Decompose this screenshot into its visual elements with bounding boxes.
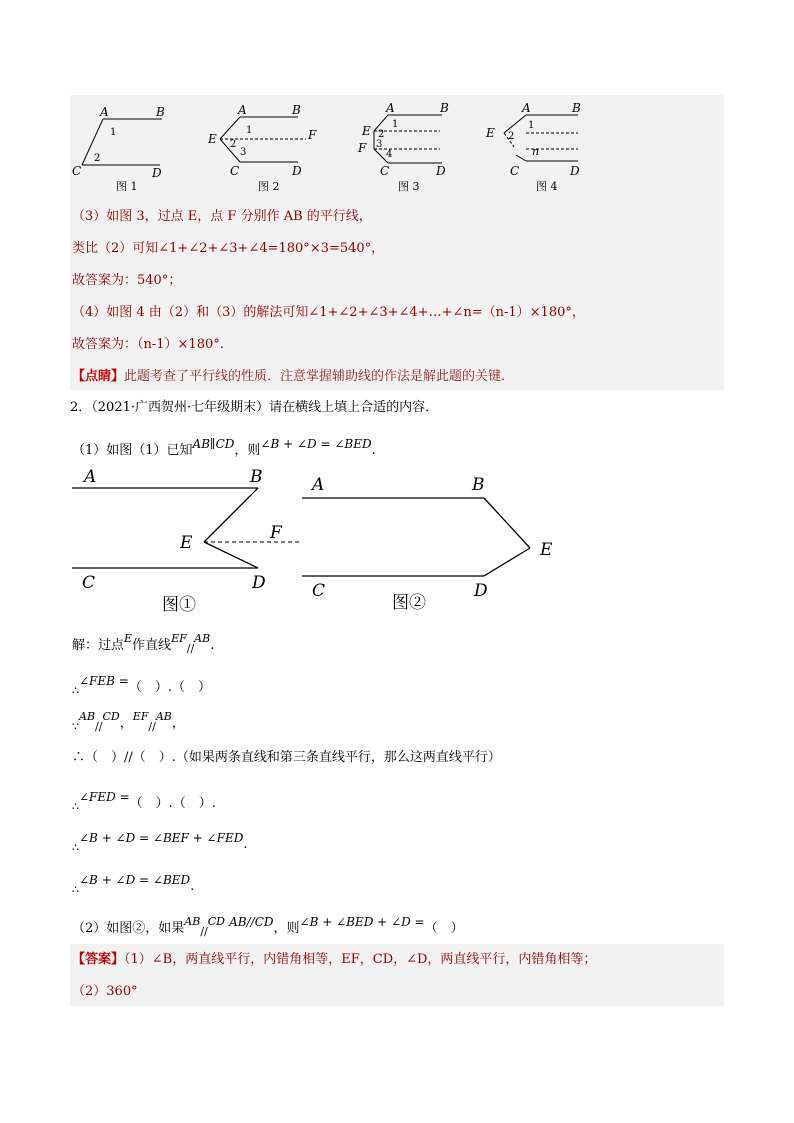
therefore-symbol: ∴ [72, 684, 79, 697]
fig3-label-B: B [440, 101, 449, 115]
step7-expr: ∠B + ∠D = ∠BED [79, 873, 191, 887]
solution-step-7 [72, 873, 195, 897]
step6-end: . [243, 837, 248, 852]
fig3-label-D: D [436, 164, 446, 178]
fig4-caption: 图 4 [536, 180, 558, 193]
fig1-label-A: A [100, 105, 109, 119]
prev-solution-line-3: （3）如图 3，过点 E，点 F 分别作 AB 的平行线， [72, 209, 372, 224]
part2-AB: AB [184, 915, 201, 928]
answer-tag: 【答案】 [72, 952, 125, 967]
part1-mid: ，则 [234, 443, 261, 458]
fig1-angle-2: 2 [94, 153, 101, 164]
fig3-label-C: C [380, 164, 390, 178]
part1-statement [72, 437, 376, 461]
answer-line-2: （2）360° [72, 984, 138, 999]
part2-parallel: // [200, 925, 208, 938]
figc1-label-F: F [270, 523, 282, 543]
question-header: 2．（2021·广西贺州·七年级期末）请在横线上填上合适的内容． [70, 400, 439, 415]
fig3-label-A: A [386, 101, 395, 115]
dianjing-text: 此题考查了平行线的性质．注意掌握辅助线的作法是解此题的关键． [124, 369, 515, 384]
fig3-caption: 图 3 [398, 180, 420, 193]
figc2-label-B: B [472, 475, 485, 495]
step3-sep: ， [119, 716, 133, 731]
step6-expr: ∠B + ∠D = ∠BEF + ∠FED [79, 831, 244, 845]
solution-step-1 [72, 632, 215, 656]
fig2-label-D: D [292, 164, 302, 178]
prev-solution-line-4: （4）如图 4 由（2）和（3）的解法可知∠1+∠2+∠3+∠4+…+∠n=（n-1）×180°， [72, 305, 585, 320]
fig2-caption: 图 2 [258, 180, 280, 193]
answer-line-1 [72, 950, 596, 970]
fig3-label-F: F [358, 141, 367, 155]
answer-part1: （1）∠B，两直线平行，内错角相等，EF，CD，∠D，两直线平行，内错角相等； [124, 952, 597, 967]
fig4-label-C: C [510, 164, 520, 178]
step2-expr: ∠FEB = [79, 674, 129, 688]
part1-end: . [371, 443, 376, 458]
figc2-label-C: C [312, 581, 326, 601]
figc1-label-D: D [252, 573, 266, 593]
figc2-label-D: D [474, 581, 488, 601]
fig3-angle-4: 4 [386, 149, 393, 160]
fig3-angle-3: 3 [376, 139, 383, 150]
fig4-angle-n: n [532, 145, 540, 158]
because-symbol: ∵ [72, 720, 79, 733]
step1-end: . [210, 638, 215, 653]
step1-mid: 作直线 [132, 638, 172, 653]
step3-CD: CD [102, 710, 120, 723]
figc1-label-B: B [250, 467, 263, 487]
big-figures [70, 462, 570, 622]
therefore-symbol: ∴ [72, 841, 79, 854]
figc1-label-C: C [82, 573, 96, 593]
figc2-label-E: E [540, 540, 553, 560]
fig1-angle-1: 1 [110, 127, 117, 138]
part1-pre: （1）如图（1）已知 [72, 443, 193, 458]
part2-CD: CD [207, 915, 225, 928]
part1-formula: ∠B + ∠D = ∠BED [260, 437, 372, 451]
fig2-angle-3: 3 [240, 147, 247, 158]
step3-end: ， [171, 716, 185, 731]
step7-end: . [190, 879, 195, 894]
step2-blanks: （ ）.（ ） [128, 680, 211, 695]
figc2-label-A: A [312, 475, 325, 495]
step1-EF: EF [171, 632, 187, 645]
fig3-label-E: E [362, 124, 371, 138]
solution-step-5 [72, 790, 216, 814]
dianjing-line [72, 367, 514, 387]
step3-EF: EF [132, 710, 149, 723]
fig4-label-D: D [570, 164, 580, 178]
figc1-caption: 图① [162, 595, 196, 615]
solution-step-4: ∴（ ）//（ ）.（如果两条直线和第三条直线平行，那么这两直线平行） [72, 750, 501, 765]
step3-parallel-1: // [95, 720, 103, 733]
step1-parallel: // [186, 642, 195, 655]
step5-expr: ∠FED = [79, 790, 130, 804]
part2-pre: （2）如图②，如果 [72, 921, 185, 936]
figure-4 [504, 115, 578, 161]
fig2-label-A: A [238, 103, 247, 117]
fig1-caption: 图 1 [116, 180, 138, 193]
figc1-label-A: A [84, 467, 97, 487]
step5-blanks: （ ）.（ ）. [129, 796, 216, 811]
part2-blank: （ ） [424, 921, 464, 936]
part2-formula: ∠B + ∠BED + ∠D = [299, 915, 425, 929]
step1-point-E: E [124, 632, 133, 645]
prev-solution-answer-n: 故答案为：（n-1）×180°. [72, 337, 224, 352]
step1-pre: 解：过点 [72, 638, 125, 653]
prev-solution-answer-540: 故答案为：540°； [72, 273, 182, 288]
solution-step-2 [72, 674, 211, 698]
figure-circled-2 [302, 498, 530, 576]
figure-circled-1 [72, 488, 302, 568]
figc1-label-E: E [180, 533, 193, 553]
therefore-symbol: ∴ [72, 800, 79, 813]
fig2-label-B: B [292, 103, 301, 117]
step1-AB: AB [194, 632, 211, 645]
therefore-symbol: ∴ [72, 883, 79, 896]
part2-statement [72, 915, 464, 939]
step3-AB: AB [79, 710, 96, 723]
prev-solution-line-analogy: 类比（2）可知∠1+∠2+∠3+∠4=180°×3=540°， [72, 241, 385, 256]
fig1-label-B: B [156, 105, 165, 119]
fig1-label-C: C [72, 164, 82, 178]
fig4-label-B: B [572, 101, 581, 115]
step3-AB-2: AB [155, 710, 172, 723]
top-figures [70, 97, 590, 195]
fig1-label-D: D [152, 166, 162, 180]
fig2-angle-1: 1 [246, 125, 253, 136]
fig4-label-A: A [522, 101, 531, 115]
fig2-angle-2: 2 [230, 139, 237, 150]
solution-step-3 [72, 710, 185, 734]
fig4-label-E: E [486, 126, 495, 140]
fig2-label-C: C [230, 164, 240, 178]
part2-condition: AB//CD [229, 915, 274, 929]
part1-condition: AB∥CD [192, 437, 235, 451]
fig2-label-F: F [308, 128, 317, 142]
figc2-caption: 图② [392, 593, 426, 613]
step3-parallel-2: // [148, 720, 156, 733]
solution-step-6 [72, 831, 248, 855]
fig3-angle-1: 1 [392, 119, 399, 130]
fig4-angle-1: 1 [528, 120, 535, 131]
fig3-angle-2: 2 [378, 129, 385, 140]
dianjing-tag: 【点睛】 [72, 369, 125, 384]
fig4-angle-2: 2 [508, 131, 515, 142]
part2-mid: ，则 [273, 921, 300, 936]
fig2-label-E: E [208, 132, 217, 146]
